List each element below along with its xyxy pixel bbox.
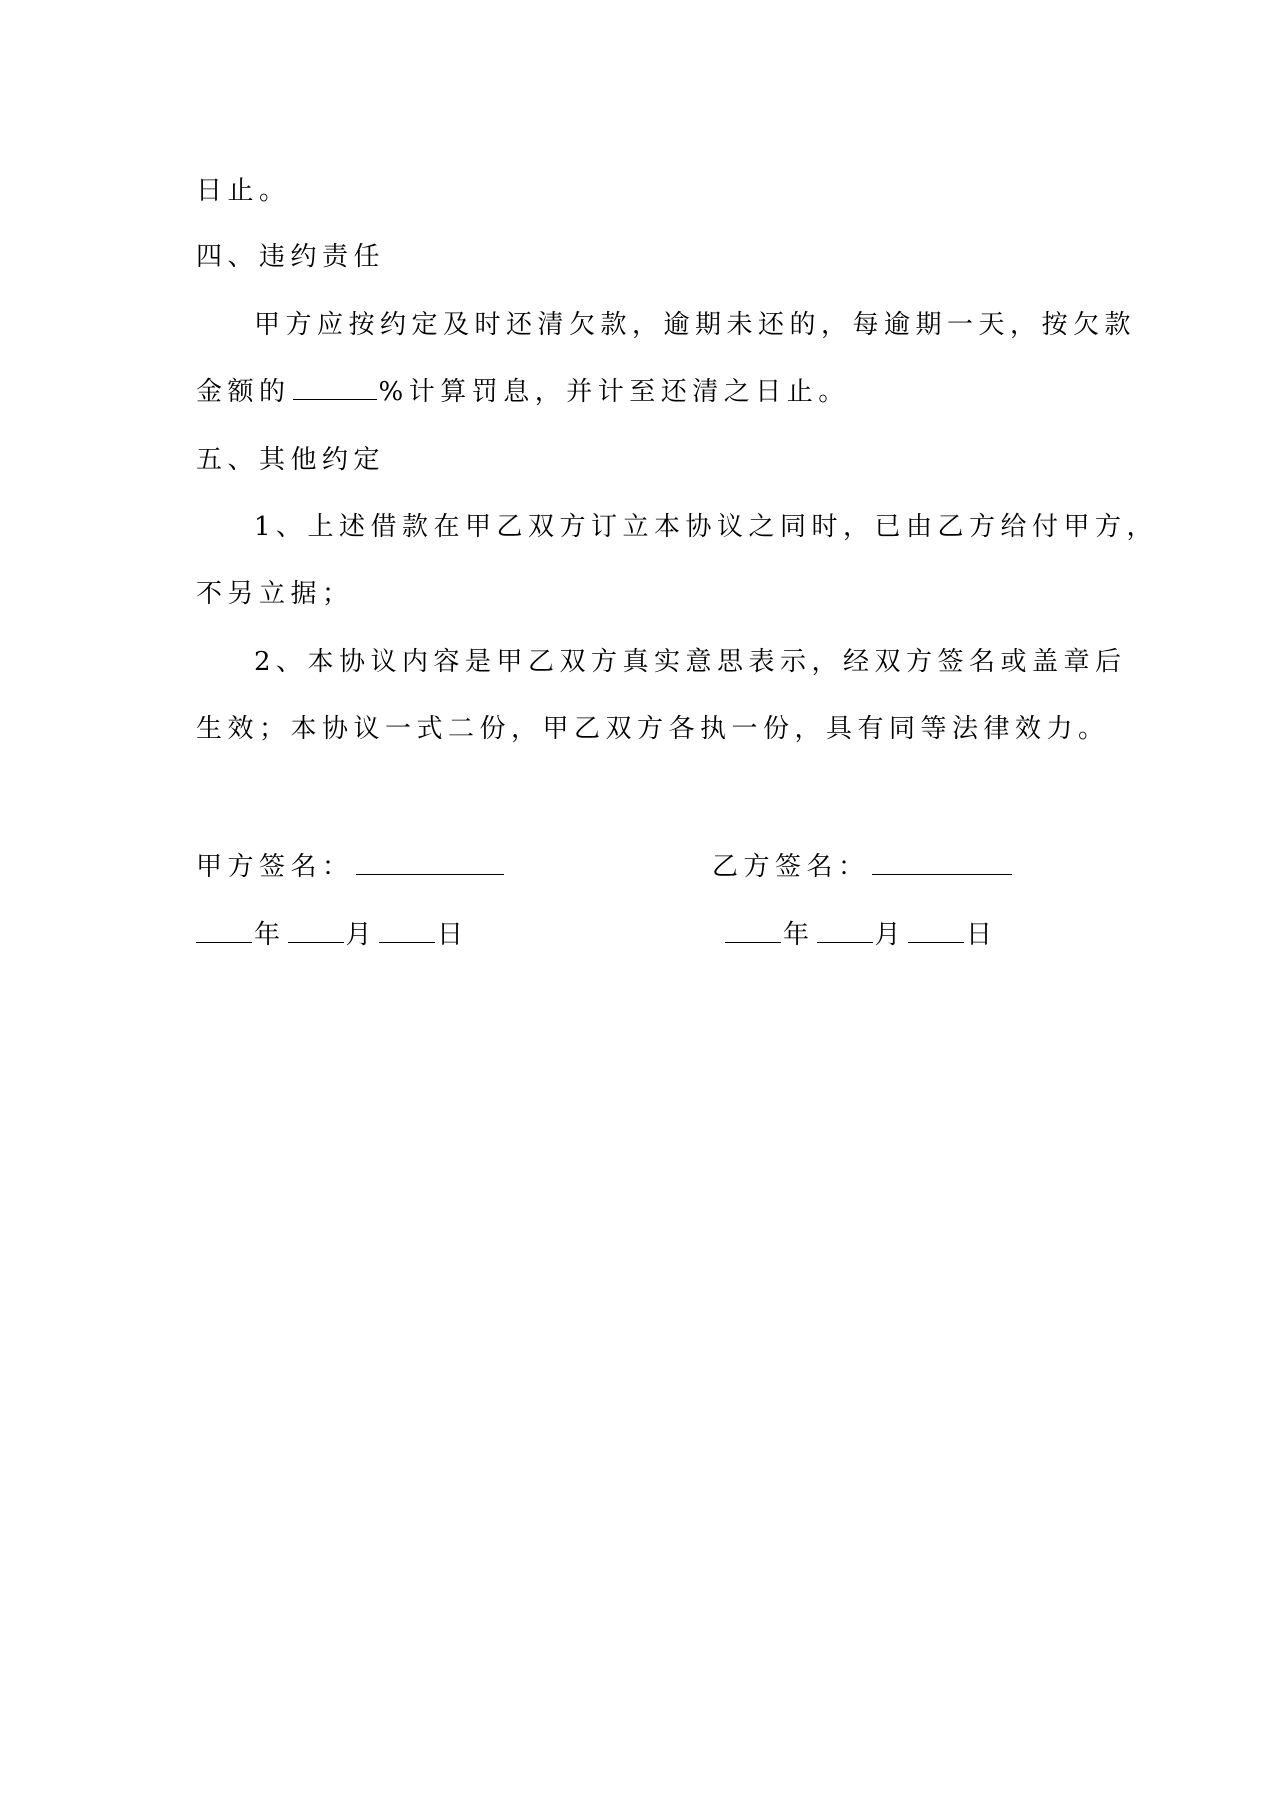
party-a-day-label: 日 — [437, 920, 469, 950]
party-a-signature — [196, 850, 506, 884]
party-a-month-blank[interactable] — [288, 918, 344, 943]
party-b-month-blank[interactable] — [817, 918, 873, 943]
section-heading-breach: 四、违约责任 — [196, 242, 386, 272]
text-line-1: 日止。 — [196, 176, 291, 206]
penalty-rate-blank[interactable] — [293, 375, 377, 400]
party-b-label: 乙方签名： — [712, 852, 870, 882]
party-b-signature-blank[interactable] — [872, 850, 1012, 875]
text-line-6: 1、上述借款在甲乙双方订立本协议之同时，已由乙方给付甲方， — [254, 512, 1159, 542]
party-b-day-blank[interactable] — [908, 918, 964, 943]
party-a-month-label: 月 — [345, 920, 378, 950]
party-b-month-label: 月 — [874, 920, 907, 950]
party-b-date — [725, 918, 998, 952]
section-heading-other: 五、其他约定 — [196, 445, 386, 475]
party-b-year-blank[interactable] — [725, 918, 781, 943]
party-a-year-label: 年 — [254, 920, 286, 950]
text-line-9: 生效；本协议一式二份，甲乙双方各执一份，具有同等法律效力。 — [196, 714, 1110, 744]
text-line-4-after: %计算罚息，并计至还清之日止。 — [378, 377, 850, 407]
text-line-3: 甲方应按约定及时还清欠款，逾期未还的，每逾期一天，按欠款 — [254, 310, 1137, 340]
party-a-date — [196, 918, 469, 952]
party-a-signature-blank[interactable] — [356, 850, 504, 875]
party-a-year-blank[interactable] — [196, 918, 252, 943]
party-a-label: 甲方签名： — [196, 852, 354, 882]
text-line-4-before: 金额的 — [196, 377, 291, 407]
party-a-day-blank[interactable] — [379, 918, 435, 943]
party-b-year-label: 年 — [783, 920, 815, 950]
party-b-day-label: 日 — [966, 920, 998, 950]
text-line-7: 不另立据； — [196, 579, 354, 609]
party-b-signature — [712, 850, 1014, 884]
text-line-8: 2、本协议内容是甲乙双方真实意思表示，经双方签名或盖章后 — [254, 647, 1127, 677]
text-line-4 — [196, 375, 850, 409]
